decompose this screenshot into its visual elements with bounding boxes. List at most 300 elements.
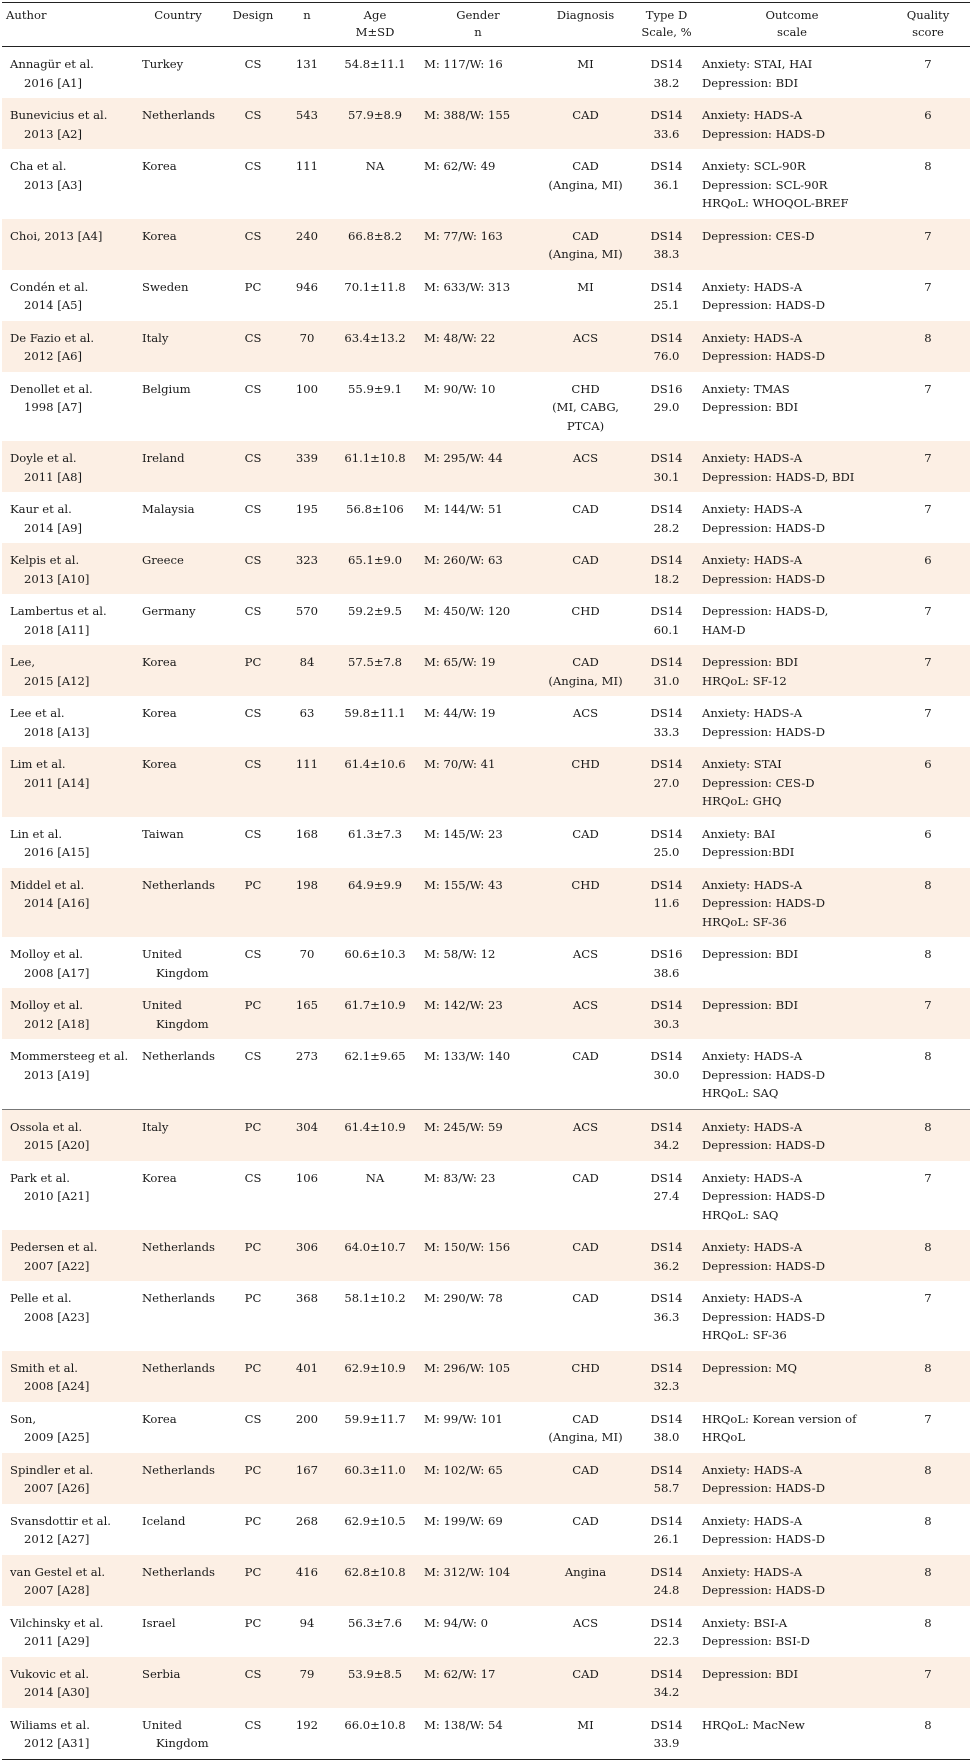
cell-author: Doyle et al. 2011 [A8] <box>2 441 134 492</box>
cell-design: CS <box>222 1039 284 1109</box>
cell-author: Vilchinsky et al. 2011 [A29] <box>10 1615 104 1648</box>
cell-design: CS <box>222 1657 284 1708</box>
cell-outcome-scale: Anxiety: HADS-A Depression: HADS-D <box>698 321 886 372</box>
cell-n: 268 <box>295 1513 319 1528</box>
cell-quality-score: 8 <box>886 1039 970 1109</box>
cell-author: Condén et al. 2014 [A5] <box>10 279 89 312</box>
cell-diagnosis: CAD (Angina, MI) <box>548 1411 623 1444</box>
cell-age: NA <box>365 1170 385 1185</box>
cell-country: United Kingdom <box>142 947 209 980</box>
cell-author: Bunevicius et al. 2013 [A2] <box>2 98 134 149</box>
cell-gender: M: 138/W: 54 <box>420 1708 536 1760</box>
cell-type-d-scale: DS14 58.7 <box>635 1453 698 1504</box>
cell-design: CS <box>244 706 262 720</box>
cell-design: PC <box>244 1291 262 1305</box>
cell-age: 66.0±10.8 <box>330 1708 420 1760</box>
cell-design: CS <box>244 1170 262 1185</box>
cell-design: CS <box>244 1411 262 1426</box>
cell-author: Ossola et al. 2015 [A20] <box>2 1109 134 1161</box>
cell-country: Netherlands <box>134 1230 222 1281</box>
table-row <box>2 1402 970 1453</box>
cell-country: Korea <box>134 645 222 696</box>
table-row <box>2 1281 970 1351</box>
cell-gender: M: 450/W: 120 <box>424 604 511 618</box>
cell-outcome-scale: Depression: BDI <box>698 988 886 1039</box>
cell-author: Molloy et al. 2012 [A18] <box>2 988 134 1039</box>
cell-age: 56.3±7.6 <box>348 1615 402 1630</box>
cell-gender: M: 199/W: 69 <box>424 1513 503 1528</box>
cell-country: Netherlands <box>134 1453 222 1504</box>
cell-outcome-scale: Anxiety: HADS-A Depression: HADS-D <box>702 706 825 739</box>
cell-design: PC <box>222 1555 284 1606</box>
cell-diagnosis: CAD <box>572 1291 599 1305</box>
cell-quality-score: 7 <box>924 381 932 396</box>
cell-design: CS <box>222 441 284 492</box>
table-row <box>2 543 970 594</box>
cell-type-d-scale: DS14 36.1 <box>650 159 683 192</box>
table-row <box>2 1453 970 1504</box>
cell-quality-score: 8 <box>886 868 970 938</box>
cell-type-d-scale: DS14 33.3 <box>650 706 683 739</box>
cell-diagnosis: MI <box>536 1708 635 1760</box>
cell-outcome-scale: HRQoL: Korean version of HRQoL <box>702 1411 857 1444</box>
cell-age: 54.8±11.1 <box>344 57 406 71</box>
cell-gender: M: 117/W: 16 <box>424 57 503 71</box>
cell-gender: M: 44/W: 19 <box>424 706 496 720</box>
table-row <box>2 696 970 747</box>
cell-age: 65.1±9.0 <box>330 543 420 594</box>
cell-author: Lee, 2015 [A12] <box>2 645 134 696</box>
table-row <box>2 1161 970 1231</box>
cell-design: PC <box>222 1109 284 1161</box>
table-row <box>2 98 970 149</box>
cell-design: PC <box>222 1453 284 1504</box>
cell-n: 79 <box>284 1657 330 1708</box>
header-diagnosis: Diagnosis <box>536 3 635 47</box>
table-row <box>2 1657 970 1708</box>
cell-outcome-scale: Depression: HADS-D, HAM-D <box>702 604 829 637</box>
cell-diagnosis: MI <box>577 57 594 71</box>
cell-age: NA <box>365 159 385 173</box>
cell-author: Annagür et al. 2016 [A1] <box>10 57 94 90</box>
cell-author: Molloy et al. 2008 [A17] <box>10 947 90 980</box>
cell-diagnosis: CAD <box>572 1170 599 1185</box>
cell-type-d-scale: DS14 24.8 <box>635 1555 698 1606</box>
cell-quality-score: 8 <box>886 1555 970 1606</box>
cell-n: 165 <box>284 988 330 1039</box>
cell-n: 339 <box>284 441 330 492</box>
cell-quality-score: 7 <box>886 988 970 1039</box>
cell-author: Lim et al. 2011 [A14] <box>2 747 134 817</box>
cell-country: Serbia <box>134 1657 222 1708</box>
cell-country: Netherlands <box>142 1291 215 1305</box>
header-age: Age M±SD <box>330 3 420 47</box>
cell-age: 61.7±10.9 <box>330 988 420 1039</box>
cell-n: 192 <box>284 1708 330 1760</box>
cell-outcome-scale: Anxiety: STAI Depression: CES-D HRQoL: GHQ <box>698 747 886 817</box>
cell-quality-score: 8 <box>924 159 932 173</box>
cell-gender: M: 58/W: 12 <box>424 947 496 961</box>
cell-outcome-scale: Anxiety: HADS-A Depression: HADS-D <box>702 279 825 312</box>
table-row <box>2 270 970 321</box>
header-design: Design <box>222 3 284 47</box>
header-type-d: Type D Scale, % <box>635 3 698 47</box>
cell-n: 167 <box>284 1453 330 1504</box>
cell-diagnosis: ACS <box>536 1109 635 1161</box>
cell-country: Netherlands <box>134 1555 222 1606</box>
cell-design: CS <box>222 98 284 149</box>
cell-diagnosis: Angina <box>536 1555 635 1606</box>
cell-quality-score: 7 <box>886 441 970 492</box>
cell-type-d-scale: DS14 33.9 <box>635 1708 698 1760</box>
cell-type-d-scale: DS14 25.0 <box>650 826 683 859</box>
cell-diagnosis: CAD <box>536 1230 635 1281</box>
table-row <box>2 747 970 817</box>
cell-n: 195 <box>295 502 319 516</box>
cell-gender: M: 245/W: 59 <box>420 1109 536 1161</box>
cell-design: PC <box>222 1351 284 1402</box>
cell-country: Ireland <box>134 441 222 492</box>
cell-quality-score: 7 <box>924 279 932 294</box>
cell-outcome-scale: Anxiety: HADS-A Depression: HADS-D <box>698 1555 886 1606</box>
cell-outcome-scale: Anxiety: HADS-A Depression: HADS-D <box>698 1230 886 1281</box>
cell-n: 111 <box>284 747 330 817</box>
cell-diagnosis: ACS <box>572 947 599 961</box>
cell-author: Pedersen et al. 2007 [A22] <box>2 1230 134 1281</box>
cell-author: Spindler et al. 2007 [A26] <box>2 1453 134 1504</box>
cell-type-d-scale: DS14 22.3 <box>650 1615 683 1648</box>
table-row <box>2 1708 970 1760</box>
cell-gender: M: 145/W: 23 <box>424 826 503 841</box>
cell-quality-score: 7 <box>924 57 932 71</box>
cell-country: Turkey <box>142 57 184 71</box>
cell-gender: M: 70/W: 41 <box>420 747 536 817</box>
cell-quality-score: 6 <box>924 826 932 841</box>
table-row <box>2 1351 970 1402</box>
cell-design: CS <box>222 543 284 594</box>
cell-n: 570 <box>295 604 319 618</box>
cell-country: Korea <box>134 219 222 270</box>
table-row <box>2 1230 970 1281</box>
cell-age: 59.2±9.5 <box>348 604 402 618</box>
cell-type-d-scale: DS14 36.2 <box>635 1230 698 1281</box>
cell-age: 58.1±10.2 <box>344 1291 406 1305</box>
cell-author: Choi, 2013 [A4] <box>2 219 134 270</box>
cell-type-d-scale: DS16 38.6 <box>650 947 683 980</box>
cell-type-d-scale: DS14 31.0 <box>635 645 698 696</box>
cell-author: Mommersteeg et al. 2013 [A19] <box>2 1039 134 1109</box>
cell-gender: M: 290/W: 78 <box>424 1291 503 1305</box>
cell-n: 168 <box>295 826 319 841</box>
cell-age: 70.1±11.8 <box>344 279 406 294</box>
cell-country: Netherlands <box>134 1351 222 1402</box>
study-characteristics-table <box>2 2 970 1760</box>
cell-author: Svansdottir et al. 2012 [A27] <box>10 1513 111 1546</box>
cell-diagnosis: CAD (Angina, MI) <box>548 159 623 192</box>
cell-outcome-scale: Depression: BDI <box>698 1657 886 1708</box>
cell-gender: M: 296/W: 105 <box>420 1351 536 1402</box>
table-row <box>2 372 970 442</box>
cell-diagnosis: MI <box>577 279 594 294</box>
cell-author: Denollet et al. 1998 [A7] <box>10 381 93 414</box>
cell-n: 401 <box>284 1351 330 1402</box>
cell-country: Korea <box>142 1170 177 1185</box>
cell-gender: M: 633/W: 313 <box>424 279 511 294</box>
cell-n: 273 <box>284 1039 330 1109</box>
cell-country: Taiwan <box>142 826 184 841</box>
cell-quality-score: 8 <box>886 1109 970 1161</box>
cell-age: 60.6±10.3 <box>344 947 406 961</box>
cell-type-d-scale: DS14 28.2 <box>650 502 683 535</box>
cell-type-d-scale: DS14 25.1 <box>650 279 683 312</box>
cell-country: Netherlands <box>134 98 222 149</box>
cell-diagnosis: CHD <box>536 868 635 938</box>
cell-diagnosis: CAD <box>572 502 599 516</box>
cell-gender: M: 260/W: 63 <box>420 543 536 594</box>
table-row <box>2 937 970 988</box>
cell-quality-score: 8 <box>924 1513 932 1528</box>
cell-type-d-scale: DS14 27.4 <box>650 1170 683 1203</box>
cell-design: CS <box>244 57 262 71</box>
table-row <box>2 988 970 1039</box>
cell-age: 55.9±9.1 <box>348 381 402 396</box>
cell-country: Belgium <box>142 381 191 396</box>
cell-country: Korea <box>134 747 222 817</box>
cell-diagnosis: CAD <box>536 1039 635 1109</box>
cell-quality-score: 8 <box>924 1615 932 1630</box>
cell-outcome-scale: Anxiety: HADS-A Depression: HADS-D HRQoL: SF-36 <box>698 868 886 938</box>
cell-type-d-scale: DS14 18.2 <box>635 543 698 594</box>
cell-type-d-scale: DS14 30.3 <box>635 988 698 1039</box>
cell-diagnosis: CAD (Angina, MI) <box>536 219 635 270</box>
cell-type-d-scale: DS14 36.3 <box>650 1291 683 1324</box>
cell-type-d-scale: DS14 11.6 <box>635 868 698 938</box>
cell-n: 111 <box>295 159 319 173</box>
cell-n: 94 <box>299 1615 315 1630</box>
cell-gender: M: 77/W: 163 <box>420 219 536 270</box>
cell-quality-score: 7 <box>924 706 932 720</box>
cell-diagnosis: ACS <box>572 706 599 720</box>
cell-diagnosis: CAD (Angina, MI) <box>536 645 635 696</box>
cell-age: 57.5±7.8 <box>330 645 420 696</box>
cell-design: PC <box>222 868 284 938</box>
cell-author: Wiliams et al. 2012 [A31] <box>2 1708 134 1760</box>
cell-country: Italy <box>134 321 222 372</box>
cell-n: 100 <box>295 381 319 396</box>
cell-type-d-scale: DS14 34.2 <box>635 1657 698 1708</box>
header-author: Author <box>2 3 134 47</box>
cell-n: 946 <box>295 279 319 294</box>
cell-quality-score: 7 <box>886 219 970 270</box>
cell-age: 62.8±10.8 <box>330 1555 420 1606</box>
cell-quality-score: 6 <box>886 543 970 594</box>
cell-design: PC <box>222 988 284 1039</box>
cell-gender: M: 102/W: 65 <box>420 1453 536 1504</box>
cell-n: 63 <box>299 706 315 720</box>
cell-design: CS <box>244 947 262 961</box>
cell-diagnosis: CHD <box>536 747 635 817</box>
cell-age: 59.9±11.7 <box>344 1411 406 1426</box>
cell-n: 368 <box>295 1291 319 1305</box>
header-gender: Gender n <box>420 3 536 47</box>
cell-age: 62.1±9.65 <box>330 1039 420 1109</box>
cell-country: Iceland <box>142 1513 186 1528</box>
cell-design: PC <box>222 645 284 696</box>
cell-n: 323 <box>284 543 330 594</box>
cell-quality-score: 8 <box>924 947 932 961</box>
cell-quality-score: 8 <box>886 1453 970 1504</box>
table-row <box>2 47 970 99</box>
cell-age: 66.8±8.2 <box>330 219 420 270</box>
cell-design: CS <box>244 159 262 173</box>
table-row <box>2 1039 970 1109</box>
cell-diagnosis: CAD <box>536 1453 635 1504</box>
cell-country: Sweden <box>142 279 189 294</box>
cell-quality-score: 7 <box>924 502 932 516</box>
cell-diagnosis: CHD (MI, CABG, PTCA) <box>552 381 619 433</box>
cell-outcome-scale: Anxiety: HADS-A Depression: HADS-D <box>702 1513 825 1546</box>
cell-outcome-scale: Anxiety: STAI, HAI Depression: BDI <box>702 57 813 90</box>
cell-gender: M: 99/W: 101 <box>424 1411 503 1426</box>
cell-gender: M: 150/W: 156 <box>420 1230 536 1281</box>
cell-diagnosis: CHD <box>536 1351 635 1402</box>
cell-diagnosis: ACS <box>536 988 635 1039</box>
cell-country: Korea <box>142 159 177 173</box>
cell-type-d-scale: DS14 38.2 <box>650 57 683 90</box>
cell-gender: M: 94/W: 0 <box>424 1615 488 1630</box>
cell-quality-score: 8 <box>886 1230 970 1281</box>
cell-diagnosis: CAD <box>572 826 599 841</box>
cell-outcome-scale: Anxiety: HADS-A Depression: HADS-D <box>698 1453 886 1504</box>
cell-quality-score: 7 <box>924 1411 932 1426</box>
cell-n: 306 <box>284 1230 330 1281</box>
cell-outcome-scale: Anxiety: TMAS Depression: BDI <box>702 381 799 414</box>
cell-outcome-scale: Anxiety: BSI-A Depression: BSI-D <box>702 1615 810 1648</box>
cell-quality-score: 7 <box>924 1170 932 1185</box>
cell-age: 61.4±10.6 <box>330 747 420 817</box>
cell-diagnosis: CAD <box>536 1657 635 1708</box>
cell-author: Kelpis et al. 2013 [A10] <box>2 543 134 594</box>
cell-outcome-scale: Anxiety: HADS-A Depression: HADS-D <box>698 98 886 149</box>
cell-design: CS <box>244 502 262 516</box>
cell-diagnosis: CAD <box>536 98 635 149</box>
cell-author: Cha et al. 2013 [A3] <box>10 159 82 192</box>
cell-diagnosis: CHD <box>571 604 600 618</box>
cell-quality-score: 8 <box>886 321 970 372</box>
cell-quality-score: 6 <box>886 747 970 817</box>
cell-country: Netherlands <box>134 1039 222 1109</box>
cell-n: 84 <box>284 645 330 696</box>
table-row <box>2 1109 970 1161</box>
cell-gender: M: 133/W: 140 <box>420 1039 536 1109</box>
cell-country: Malaysia <box>142 502 195 516</box>
table-row <box>2 441 970 492</box>
study-characteristics-table-page <box>2 2 970 1760</box>
cell-outcome-scale: Anxiety: HADS-A Depression: HADS-D HRQoL: SAQ <box>702 1170 825 1222</box>
cell-outcome-scale: Depression: MQ <box>698 1351 886 1402</box>
cell-outcome-scale: Depression: CES-D <box>698 219 886 270</box>
cell-type-d-scale: DS14 76.0 <box>635 321 698 372</box>
cell-author: Lambertus et al. 2018 [A11] <box>10 604 107 637</box>
cell-outcome-scale: Depression: BDI HRQoL: SF-12 <box>698 645 886 696</box>
cell-country: United Kingdom <box>134 1708 222 1760</box>
table-row <box>2 1555 970 1606</box>
cell-age: 60.3±11.0 <box>330 1453 420 1504</box>
table-row <box>2 219 970 270</box>
cell-author: Son, 2009 [A25] <box>10 1411 90 1444</box>
cell-author: Kaur et al. 2014 [A9] <box>10 502 82 535</box>
cell-gender: M: 142/W: 23 <box>420 988 536 1039</box>
cell-age: 61.1±10.8 <box>330 441 420 492</box>
cell-age: 57.9±8.9 <box>330 98 420 149</box>
cell-design: CS <box>222 1708 284 1760</box>
cell-gender: M: 388/W: 155 <box>420 98 536 149</box>
table-row <box>2 817 970 868</box>
cell-country: United Kingdom <box>134 988 222 1039</box>
cell-gender: M: 62/W: 49 <box>424 159 496 173</box>
cell-n: 240 <box>284 219 330 270</box>
table-row <box>2 321 970 372</box>
cell-gender: M: 295/W: 44 <box>420 441 536 492</box>
cell-quality-score: 7 <box>886 1657 970 1708</box>
cell-author: van Gestel et al. 2007 [A28] <box>2 1555 134 1606</box>
cell-country: Korea <box>142 706 177 720</box>
cell-diagnosis: ACS <box>572 1615 599 1630</box>
cell-outcome-scale: Anxiety: HADS-A Depression: HADS-D HRQoL: SF-36 <box>702 1291 825 1342</box>
cell-design: CS <box>244 381 262 396</box>
cell-design: PC <box>244 1513 262 1528</box>
cell-age: 64.9±9.9 <box>330 868 420 938</box>
cell-quality-score: 7 <box>924 1291 932 1305</box>
cell-age: 59.8±11.1 <box>344 706 406 720</box>
table-row <box>2 868 970 938</box>
cell-gender: M: 144/W: 51 <box>424 502 503 516</box>
table-row <box>2 149 970 219</box>
cell-gender: M: 155/W: 43 <box>420 868 536 938</box>
cell-outcome-scale: Anxiety: BAI Depression:BDI <box>702 826 795 859</box>
cell-design: PC <box>244 1615 262 1630</box>
cell-outcome-scale: Anxiety: SCL-90R Depression: SCL-90R HRQoL: WHOQOL-BREF <box>702 159 849 210</box>
cell-country: Greece <box>134 543 222 594</box>
cell-country: Netherlands <box>134 868 222 938</box>
cell-quality-score: 7 <box>924 604 932 618</box>
cell-type-d-scale: DS14 33.6 <box>635 98 698 149</box>
cell-quality-score: 6 <box>886 98 970 149</box>
cell-diagnosis: CAD <box>536 543 635 594</box>
cell-country: Italy <box>134 1109 222 1161</box>
cell-design: CS <box>244 826 262 841</box>
cell-type-d-scale: DS14 27.0 <box>635 747 698 817</box>
header-outcome: Outcome scale <box>698 3 886 47</box>
cell-outcome-scale: Anxiety: HADS-A Depression: HADS-D <box>698 543 886 594</box>
cell-design: CS <box>222 747 284 817</box>
header-country: Country <box>134 3 222 47</box>
cell-n: 200 <box>295 1411 319 1426</box>
cell-type-d-scale: DS14 34.2 <box>635 1109 698 1161</box>
cell-outcome-scale: Anxiety: HADS-A Depression: HADS-D, BDI <box>698 441 886 492</box>
cell-n: 416 <box>284 1555 330 1606</box>
table-row <box>2 594 970 645</box>
cell-type-d-scale: DS14 30.1 <box>635 441 698 492</box>
cell-n: 543 <box>284 98 330 149</box>
cell-outcome-scale: Anxiety: HADS-A Depression: HADS-D HRQoL: SAQ <box>698 1039 886 1109</box>
cell-type-d-scale: DS14 32.3 <box>635 1351 698 1402</box>
cell-author: Pelle et al. 2008 [A23] <box>10 1291 90 1324</box>
cell-age: 56.8±106 <box>346 502 404 516</box>
header-n: n <box>284 3 330 47</box>
table-row <box>2 1504 970 1555</box>
cell-author: Lin et al. 2016 [A15] <box>10 826 90 859</box>
